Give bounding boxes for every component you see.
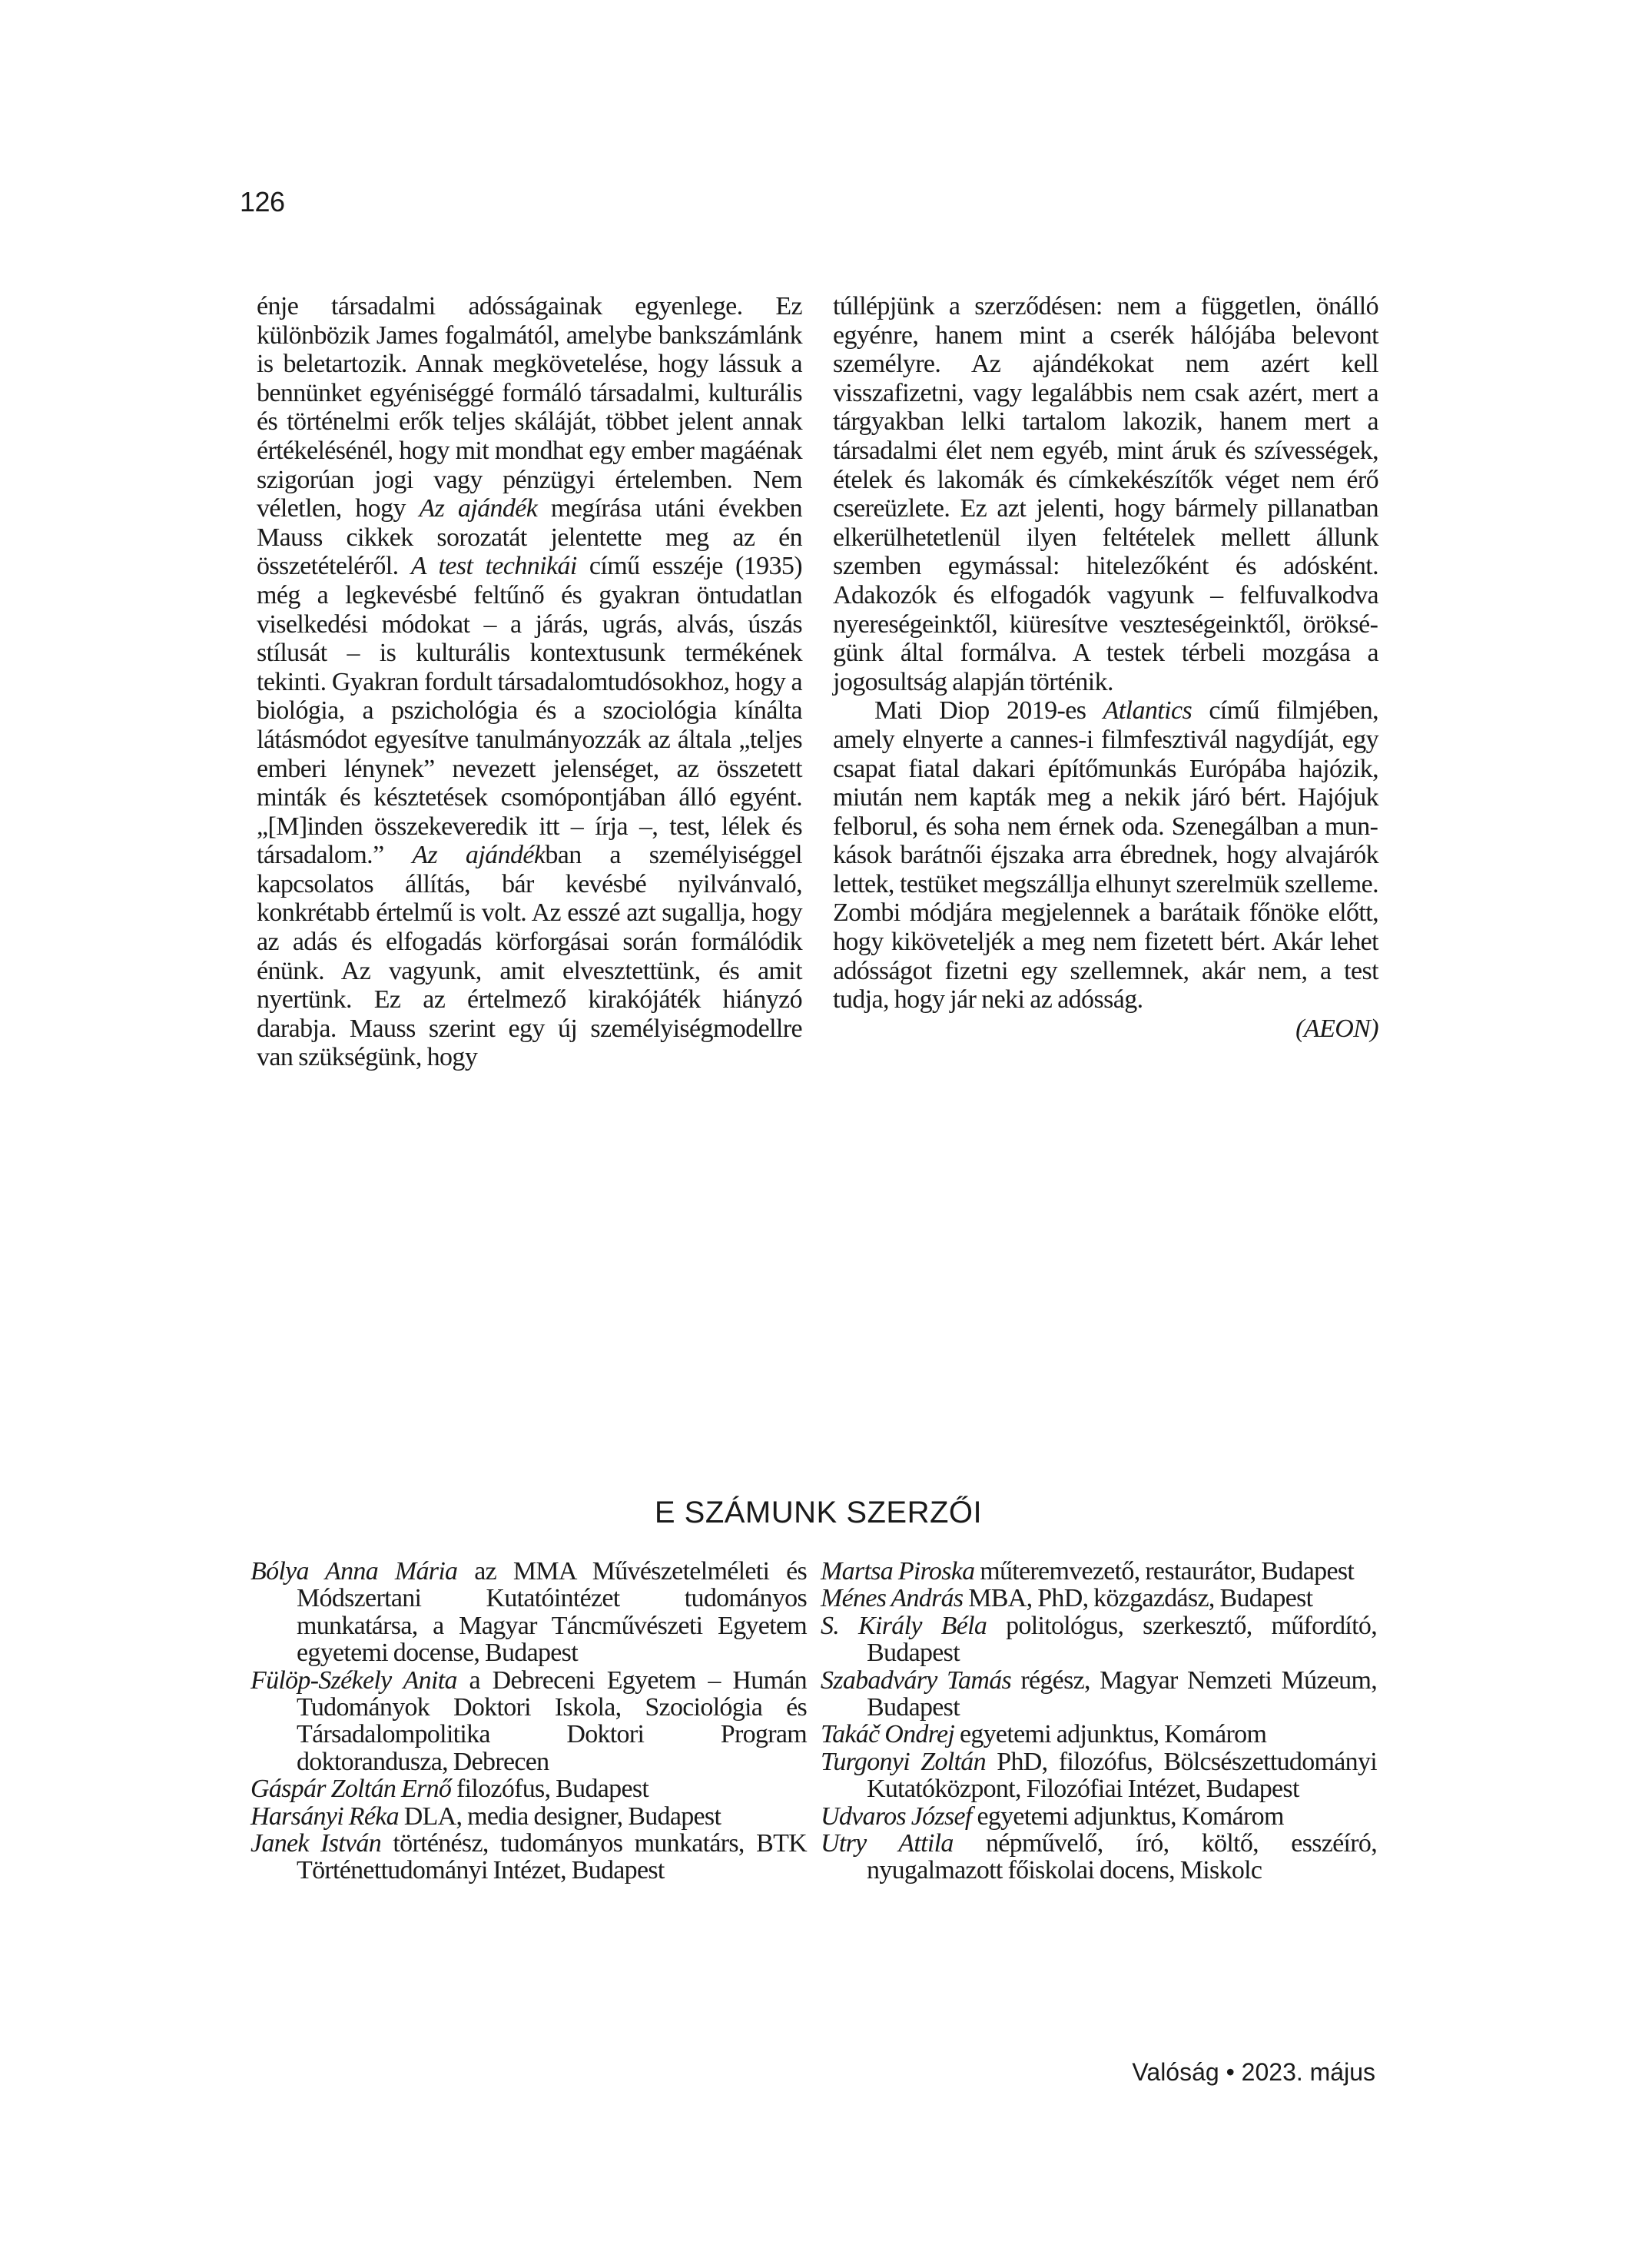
paragraph <box>833 292 1378 696</box>
author-description: egyetemi adjunktus, Komárom <box>954 1720 1267 1749</box>
author-entry <box>821 1803 1377 1830</box>
article-column-left <box>257 292 802 1072</box>
author-entry <box>821 1721 1377 1748</box>
author-name: Bólya Anna Mária <box>250 1557 458 1586</box>
article-source: (AEON) <box>1295 1014 1378 1043</box>
author-description: népművelő, író, költő, esszéíró, nyugalmazott főiskolai docens, Miskolc <box>867 1829 1378 1885</box>
author-name: Ménes András <box>821 1584 964 1613</box>
author-description: műteremvezető, restaurátor, Budapest <box>974 1557 1355 1586</box>
author-description: politológus, szerkesztő, műfordító, Budapest <box>867 1611 1377 1668</box>
text-run: megírása utáni években Mauss cikkek sorozatát jelentette meg az én összetételéről. <box>257 494 802 581</box>
author-entry <box>821 1585 1377 1612</box>
author-name: S. Király Béla <box>821 1611 987 1640</box>
bullet-separator: • <box>1219 2058 1242 2086</box>
author-description: az MMA Művészetelméleti és Módszertani Kutatóintézet tudományos munkatársa, a Magyar Táncművészeti Egyetem egyetemi docense, Budapest <box>297 1557 807 1668</box>
author-description: egyetemi adjunktus, Komárom <box>971 1801 1284 1831</box>
text-run: ban a személyiséggel kapcsolatos állítás, bár kevésbé nyilvánvaló, konkrétabb értelmű is volt. Az esszé azt sugallja, hogy az adás és elfogadás körforgásai során formálódik énünk. Az vagyunk, amit elvesztettünk, és amit nyertünk. Ez az értelmező kirakójáték hiányzó darabja. Mauss szerint egy új személyiségmodellre van szükségünk, hogy <box>257 841 802 1072</box>
author-name: Fülöp-Székely Anita <box>250 1665 457 1695</box>
author-entry <box>250 1775 807 1802</box>
author-name: Gáspár Zoltán Ernő <box>250 1775 452 1804</box>
page-number: 126 <box>240 186 285 218</box>
text-run: című esszéje (1935) még a legkevésbé feltűnő és gyakran öntudatlan viselkedési módokat – a járás, ugrás, alvás, úszás stílusát – is kulturális kontextusunk termékének tekinti. Gyakran fordult társadalomtudósokhoz, hogy a biológia, a pszichológia és a szociológia kínálta látásmódot egyesítve tanulmányozzák az általa „teljes emberi lénynek” nevezett jelenséget, az összetett minták és késztetések csomópontjában álló egyént. „[M]inden összekeveredik itt – írja –, test, lélek és társadalom.” <box>257 552 803 870</box>
issue-date: 2023. május <box>1241 2058 1375 2086</box>
paragraph <box>257 292 802 1072</box>
author-description: DLA, media designer, Budapest <box>398 1801 721 1831</box>
authors-column-left <box>250 1558 807 1884</box>
author-entry <box>821 1667 1377 1722</box>
authors-heading: E SZÁMUNK SZERZŐI <box>654 1496 983 1529</box>
author-name: Szabadváry Tamás <box>821 1665 1012 1695</box>
author-entry <box>821 1748 1377 1803</box>
text-run: Mati Diop 2019-es <box>874 696 1103 726</box>
article-body <box>257 292 1378 1072</box>
author-name: Turgonyi Zoltán <box>821 1747 986 1776</box>
text-run: énje társadalmi adósságainak egyenlege. Ez különbözik James fogalmától, amelybe bankszámlánk is beletartozik. Annak megkövetelése, hogy lássuk a bennünket egyéniséggé formáló társadalmi, kulturális és történelmi erők teljes skáláját, többet jelent annak értékelésénél, hogy mit mondhat egy ember magáénak szigorúan jogi vagy pénzügyi értelemben. Nem véletlen, hogy <box>257 292 802 523</box>
author-entry <box>250 1667 807 1776</box>
author-name: Utry Attila <box>821 1829 954 1858</box>
text-run: című filmjében, amely elnyerte a cannes-i filmfesztivál nagydíját, egy csapat fiatal dakari építőmunkás Európába hajózik, miután nem kapták meg a nekik járó bért. Hajójuk felborul, és soha nem érnek oda. Szenegálban a munkások barátnői éjszaka arra ébrednek, hogy alvajárók lettek, testüket megszállja elhunyt szerelmük szelleme. Zombi módjára megjelennek a barátaik főnöke előtt, hogy kiköveteljék a meg nem fizetett bért. Akár lehet adósságot fizetni egy szellemnek, akár nem, a test tudja, hogy jár neki az adósság. <box>833 696 1378 1014</box>
author-name: Udvaros József <box>821 1801 972 1831</box>
text-run: túllépjünk a szerződésen: nem a független, önálló egyénre, hanem mint a cserék hálójába belevont személyre. Az ajándékokat nem azért kell visszafizetni, vagy legalábbis nem csak azért, mert a tárgyakban lelki tartalom lakozik, hanem mert a társadalmi élet nem egyéb, mint áruk és szívességek, ételek és lakomák és címkekészítők véget nem érő csereüzlete. Ez azt jelenti, hogy bármely pillanatban elkerülhetetlenül ilyen feltételek mellett állunk szemben egymással: hitelezőként és adósként. Adakozók és elfogadók vagyunk – felfuvalkodva nyereségeinktől, kiüresítve veszteségeinktől, örökségünk által formálva. A testek térbeli mozgása a jogosultság alapján történik. <box>833 292 1378 696</box>
author-description: régész, Magyar Nemzeti Múzeum, Budapest <box>867 1665 1377 1722</box>
paragraph <box>833 696 1378 1014</box>
publication-name: Valóság <box>1132 2058 1219 2086</box>
author-entry <box>821 1612 1377 1667</box>
author-name: Harsányi Réka <box>250 1801 399 1831</box>
authors-list <box>250 1558 1377 1884</box>
author-description: MBA, PhD, közgazdász, Budapest <box>963 1584 1313 1613</box>
author-description: filozófus, Budapest <box>451 1775 649 1804</box>
author-description: PhD, filozófus, Bölcsészettudományi Kutatóközpont, Filozófiai Intézet, Budapest <box>867 1747 1378 1804</box>
authors-column-right <box>821 1558 1377 1884</box>
italic-title: A test technikái <box>410 552 577 581</box>
italic-title: Az ajándék <box>412 841 546 870</box>
page-footer <box>1132 2057 1375 2087</box>
author-name: Takáč Ondrej <box>821 1720 955 1749</box>
italic-title: Az ajándék <box>419 494 538 523</box>
author-entry <box>250 1803 807 1830</box>
author-description: történész, tudományos munkatárs, BTK Történettudományi Intézet, Budapest <box>297 1829 807 1885</box>
author-entry <box>250 1558 807 1667</box>
author-entry <box>250 1830 807 1884</box>
author-description: a Debreceni Egyetem – Humán Tudományok Doktori Iskola, Szociológia és Társadalompolitika Doktori Program doktorandusza, Debrecen <box>297 1665 807 1776</box>
italic-title: Atlantics <box>1103 696 1192 726</box>
author-entry <box>821 1830 1377 1884</box>
article-column-right <box>833 292 1378 1072</box>
author-name: Janek István <box>250 1829 382 1858</box>
author-name: Martsa Piroska <box>821 1557 975 1586</box>
author-entry <box>821 1558 1377 1585</box>
